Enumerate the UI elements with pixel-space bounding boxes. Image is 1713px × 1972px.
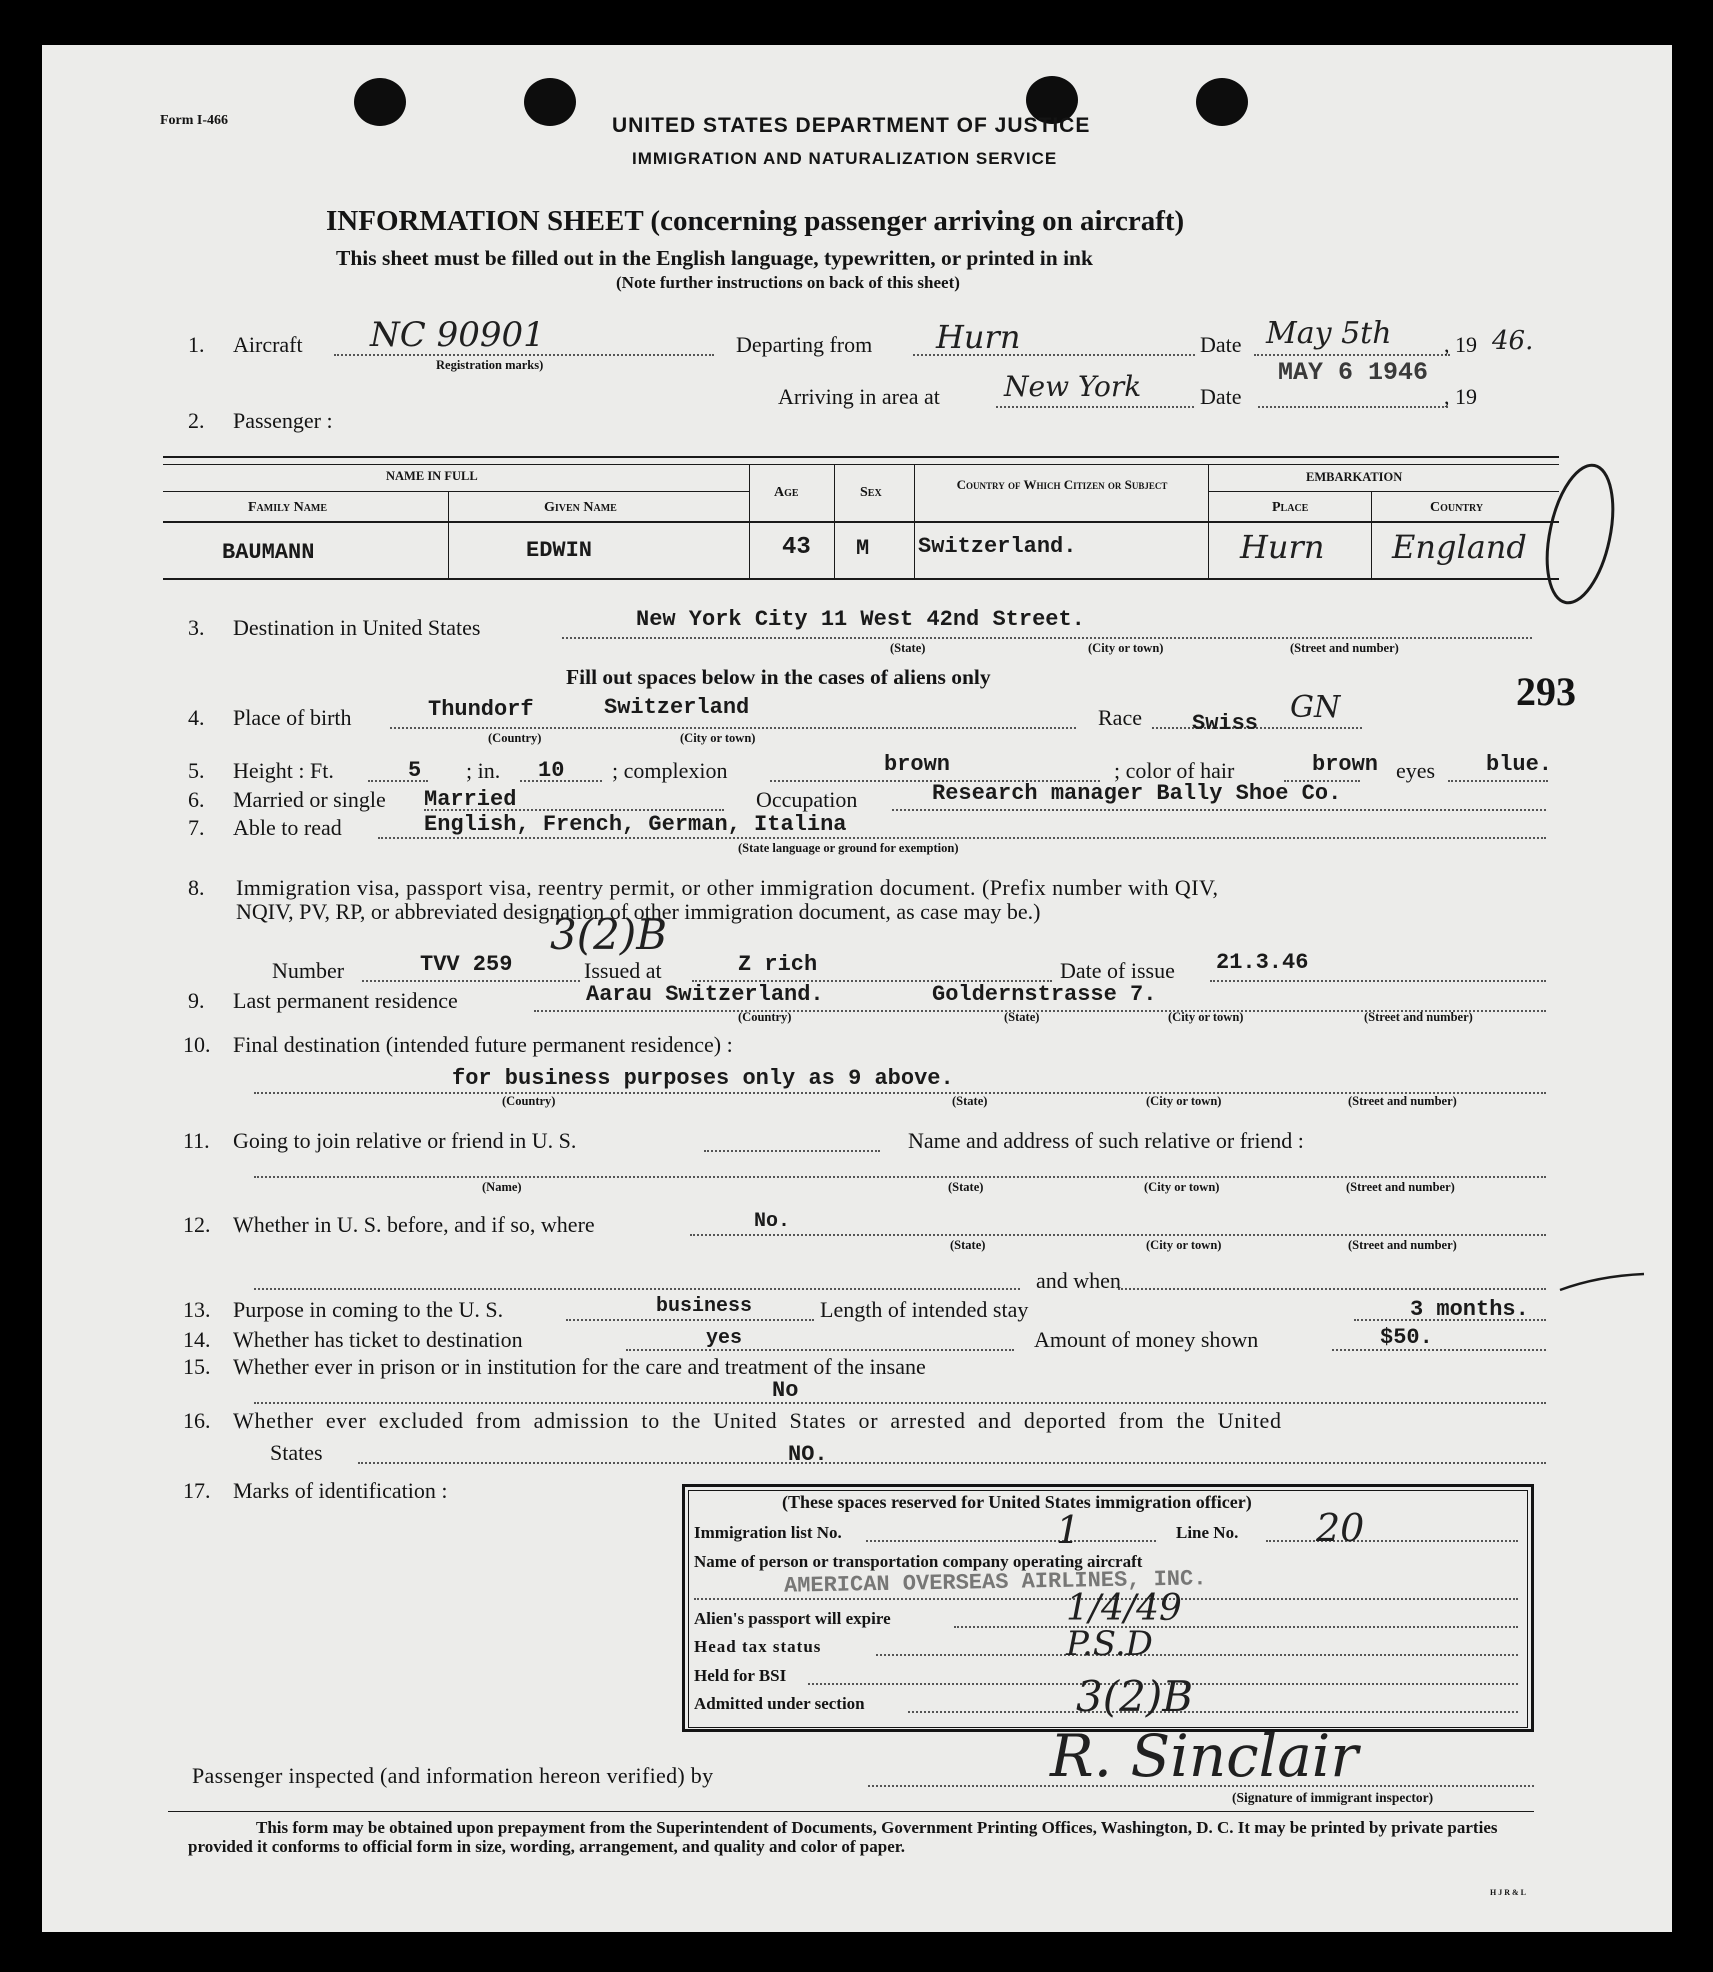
aircraft-value: NC 90901 xyxy=(370,315,545,355)
form-number: Form I-466 xyxy=(160,113,229,128)
inches-label: ; in. xyxy=(466,758,501,783)
embarkation-place-value: Hurn xyxy=(1240,528,1325,566)
prison-value: No xyxy=(772,1378,799,1403)
table-rule xyxy=(749,464,750,578)
punch-hole xyxy=(524,78,576,126)
aliens-only-header: Fill out spaces below in the cases of aliens only xyxy=(566,665,991,689)
table-rule xyxy=(163,578,1559,580)
pen-stroke xyxy=(1558,1270,1648,1294)
marital-label: Married or single xyxy=(233,787,386,812)
complexion-value: brown xyxy=(884,752,951,777)
relative-address-label: Name and address of such relative or friend : xyxy=(908,1128,1304,1153)
eyes-value: blue. xyxy=(1486,752,1553,777)
final-destination-value: for business purposes only as 9 above. xyxy=(452,1066,954,1091)
ticket-value: yes xyxy=(706,1327,743,1350)
purpose-label: Purpose in coming to the U. S. xyxy=(233,1297,504,1322)
departing-label: Departing from xyxy=(736,332,873,357)
year-value: 46. xyxy=(1492,326,1534,356)
passport-expire-value: 1/4/49 xyxy=(1066,1588,1182,1629)
form-note: (Note further instructions on back of this sheet) xyxy=(616,273,960,292)
birthplace-value-1: Thundorf xyxy=(428,697,534,722)
given-name-value: EDWIN xyxy=(526,538,593,563)
head-tax-value: P.S.D xyxy=(1066,1624,1153,1664)
place-header: Place xyxy=(1272,500,1309,515)
emb-country-header: Country xyxy=(1430,500,1484,515)
previous-us-value: No. xyxy=(754,1210,791,1233)
money-underline xyxy=(1332,1349,1546,1351)
line-number-underline xyxy=(1266,1540,1518,1542)
list-number-label: Immigration list No. xyxy=(694,1523,842,1542)
received-stamp: MAY 6 1946 xyxy=(1278,358,1429,387)
ticket-underline xyxy=(626,1349,1014,1351)
previous-us-underline-2 xyxy=(254,1288,1020,1290)
birthplace-caption-city: (City or town) xyxy=(680,731,756,745)
form-title: INFORMATION SHEET (concerning passenger arriving on aircraft) xyxy=(326,205,1185,237)
relative-caption-name: (Name) xyxy=(482,1180,522,1194)
relative-caption-state: (State) xyxy=(948,1180,984,1194)
eyes-label: eyes xyxy=(1396,758,1436,783)
embarkation-country-value: England xyxy=(1392,528,1527,566)
inspected-label: Passenger inspected (and information hereon verified) by xyxy=(192,1763,714,1788)
previous-us-caption-street: (Street and number) xyxy=(1348,1238,1457,1252)
officer-box-header: (These spaces reserved for United States immigration officer) xyxy=(782,1492,1252,1512)
issued-at-value: Z rich xyxy=(738,952,818,977)
field-number: 8. xyxy=(188,875,205,900)
excluded-value: NO. xyxy=(788,1442,828,1467)
date-of-issue-value: 21.3.46 xyxy=(1216,950,1309,975)
previous-us-underline xyxy=(690,1234,1546,1236)
country-citizen-header: Country of Which Citizen or Subject xyxy=(956,477,1168,492)
table-rule xyxy=(1208,464,1209,578)
prison-underline xyxy=(254,1402,1546,1404)
destination-label: Destination in United States xyxy=(233,615,481,640)
destination-caption-street: (Street and number) xyxy=(1290,641,1399,655)
document-handwritten: 3(2)B xyxy=(550,910,668,959)
hair-label: ; color of hair xyxy=(1114,758,1235,783)
occupation-underline xyxy=(892,809,1546,811)
race-value: Swiss xyxy=(1192,711,1259,736)
field-number: 9. xyxy=(188,988,205,1013)
last-residence-caption-city: (City or town) xyxy=(1168,1010,1244,1024)
birthplace-caption-country: (Country) xyxy=(488,731,542,745)
admitted-section-underline xyxy=(908,1711,1518,1713)
year-prefix: , 19 xyxy=(1444,332,1477,357)
printer-mark: H J R & L xyxy=(1490,1888,1526,1897)
eyes-underline xyxy=(1448,780,1548,782)
field-number: 15. xyxy=(183,1354,211,1379)
table-rule xyxy=(163,491,749,492)
company-stamp: AMERICAN OVERSEAS AIRLINES, INC. xyxy=(783,1566,1207,1599)
purpose-underline xyxy=(566,1319,814,1321)
field-number: 3. xyxy=(188,615,205,640)
page-number: 293 xyxy=(1516,669,1576,714)
final-destination-caption-state: (State) xyxy=(952,1094,988,1108)
arriving-label: Arriving in area at xyxy=(778,384,940,409)
given-name-header: Given Name xyxy=(544,500,617,515)
destination-value: New York City 11 West 42nd Street. xyxy=(636,607,1085,632)
field-number: 14. xyxy=(183,1327,211,1352)
document-number-label: Number xyxy=(272,958,345,983)
immigration-document-label-2: NQIV, PV, RP, or abbreviated designation of other immigration document, as case may be.) xyxy=(236,899,1041,924)
line-number-label: Line No. xyxy=(1176,1523,1239,1542)
join-relative-underline xyxy=(704,1150,880,1152)
excluded-underline xyxy=(358,1462,1546,1464)
final-destination-caption-country: (Country) xyxy=(502,1094,556,1108)
and-when-underline xyxy=(1118,1288,1546,1290)
ticket-label: Whether has ticket to destination xyxy=(233,1327,523,1352)
last-residence-label: Last permanent residence xyxy=(233,988,458,1013)
stay-value: 3 months. xyxy=(1410,1297,1529,1322)
footer-rule xyxy=(168,1811,1534,1812)
admitted-section-value: 3(2)B xyxy=(1076,1672,1194,1721)
age-header: Age xyxy=(774,485,799,500)
inspector-signature: R. Sinclair xyxy=(1050,1722,1359,1790)
punch-hole xyxy=(354,78,406,126)
destination-caption-state: (State) xyxy=(890,641,926,655)
passport-expire-underline xyxy=(954,1626,1518,1628)
field-number: 13. xyxy=(183,1297,211,1322)
race-handwritten: GN xyxy=(1290,690,1341,725)
agency-name: UNITED STATES DEPARTMENT OF JUSTICE xyxy=(612,114,1091,137)
previous-us-caption-city: (City or town) xyxy=(1146,1238,1222,1252)
table-rule xyxy=(163,464,1559,465)
destination-underline xyxy=(562,637,1532,639)
previous-us-caption-state: (State) xyxy=(950,1238,986,1252)
field-number: 17. xyxy=(183,1478,211,1503)
purpose-value: business xyxy=(656,1295,753,1318)
footer-text: This form may be obtained upon prepayment from the Superintendent of Documents, Government Printing Offices, Washington, D. C. It may be printed by private parties provided it conforms to official form in size, wording, arrangement, and quality and color of paper. xyxy=(188,1818,1498,1856)
passport-expire-label: Alien's passport will expire xyxy=(694,1609,891,1628)
issued-at-label: Issued at xyxy=(584,958,662,983)
circle-mark xyxy=(1536,462,1626,612)
sex-value: M xyxy=(856,536,870,561)
previous-us-label: Whether in U. S. before, and if so, where xyxy=(233,1212,595,1237)
relative-address-underline xyxy=(254,1176,1546,1178)
field-number: 7. xyxy=(188,815,205,840)
table-rule xyxy=(448,491,449,578)
field-number: 6. xyxy=(188,787,205,812)
birthplace-label: Place of birth xyxy=(233,705,352,730)
field-number: 10. xyxy=(183,1032,211,1057)
line-number-value: 20 xyxy=(1316,1506,1365,1550)
prison-label: Whether ever in prison or in institution for the care and treatment of the insane xyxy=(233,1354,926,1379)
last-residence-value-1: Aarau Switzerland. xyxy=(586,982,824,1007)
last-residence-value-2: Goldernstrasse 7. xyxy=(932,982,1157,1007)
arriving-value: New York xyxy=(1004,370,1142,403)
bsi-label: Held for BSI xyxy=(694,1666,787,1685)
date-value: May 5th xyxy=(1266,316,1392,351)
field-number: 12. xyxy=(183,1212,211,1237)
table-rule xyxy=(914,464,915,578)
table-rule xyxy=(834,464,835,578)
marital-value: Married xyxy=(424,787,517,812)
passenger-label: Passenger : xyxy=(233,408,333,433)
field-number: 11. xyxy=(183,1128,210,1153)
name-in-full-header: NAME IN FULL xyxy=(386,469,478,483)
money-label: Amount of money shown xyxy=(1034,1327,1259,1352)
complexion-label: ; complexion xyxy=(612,758,728,783)
head-tax-underline xyxy=(876,1654,1518,1656)
join-relative-label: Going to join relative or friend in U. S. xyxy=(233,1128,577,1153)
table-rule xyxy=(1371,491,1372,578)
aircraft-label: Aircraft xyxy=(233,332,303,357)
identification-marks-label: Marks of identification : xyxy=(233,1478,448,1503)
occupation-label: Occupation xyxy=(756,787,858,812)
able-to-read-label: Able to read xyxy=(233,815,342,840)
height-inches-value: 10 xyxy=(538,758,565,783)
service-name: IMMIGRATION AND NATURALIZATION SERVICE xyxy=(632,149,1058,168)
able-to-read-underline xyxy=(378,837,1546,839)
date-of-issue-label: Date of issue xyxy=(1060,958,1175,983)
document-number-underline xyxy=(362,980,580,982)
age-value: 43 xyxy=(782,534,811,561)
field-number: 4. xyxy=(188,705,205,730)
table-rule xyxy=(1208,491,1559,492)
family-name-value: BAUMANN xyxy=(222,540,315,565)
head-tax-label: Head tax status xyxy=(694,1637,822,1656)
field-number: 1. xyxy=(188,332,205,357)
family-name-header: Family Name xyxy=(248,500,328,515)
stay-label: Length of intended stay xyxy=(820,1297,1029,1322)
relative-caption-city: (City or town) xyxy=(1144,1180,1220,1194)
departing-value: Hurn xyxy=(936,318,1021,356)
form-subtitle: This sheet must be filled out in the English language, typewritten, or printed in ink xyxy=(336,246,1093,270)
sex-header: Sex xyxy=(860,485,882,500)
aircraft-caption: Registration marks) xyxy=(436,358,544,372)
birthplace-value-2: Switzerland xyxy=(604,695,750,720)
last-residence-caption-state: (State) xyxy=(1004,1010,1040,1024)
table-rule xyxy=(163,456,1559,458)
and-when-label: and when xyxy=(1036,1268,1121,1293)
date2-underline xyxy=(1258,406,1448,408)
embarkation-header: EMBARKATION xyxy=(1306,470,1403,484)
date-underline xyxy=(1254,354,1450,356)
hair-value: brown xyxy=(1312,752,1379,777)
signature-caption: (Signature of immigrant inspector) xyxy=(1232,1790,1434,1805)
date2-label: Date xyxy=(1200,384,1242,409)
final-destination-caption-city: (City or town) xyxy=(1146,1094,1222,1108)
able-to-read-caption: (State language or ground for exemption) xyxy=(738,841,959,855)
excluded-label-2: States xyxy=(270,1440,323,1465)
last-residence-caption-street: (Street and number) xyxy=(1364,1010,1473,1024)
field-number: 2. xyxy=(188,408,205,433)
money-value: $50. xyxy=(1380,1325,1433,1350)
company-label: Name of person or transportation company operating aircraft xyxy=(694,1552,1143,1571)
destination-caption-city: (City or town) xyxy=(1088,641,1164,655)
punch-hole xyxy=(1196,78,1248,126)
relative-caption-street: (Street and number) xyxy=(1346,1180,1455,1194)
table-rule xyxy=(163,521,1559,523)
height-label: Height : Ft. xyxy=(233,758,334,783)
immigration-document-label: Immigration visa, passport visa, reentry permit, or other immigration document. (Prefix number with QIV, xyxy=(236,875,1219,900)
list-number-value: 1 xyxy=(1056,1508,1081,1552)
able-to-read-value: English, French, German, Italina xyxy=(424,812,847,837)
date-label: Date xyxy=(1200,332,1242,357)
list-number-underline xyxy=(866,1540,1156,1542)
last-residence-caption-country: (Country) xyxy=(738,1010,792,1024)
document-number-value: TVV 259 xyxy=(420,952,513,977)
field-number: 16. xyxy=(183,1408,211,1433)
occupation-value: Research manager Bally Shoe Co. xyxy=(932,781,1342,806)
excluded-label: Whether ever excluded from admission to the United States or arrested and deported from the United xyxy=(233,1408,1282,1433)
admitted-section-label: Admitted under section xyxy=(694,1694,865,1713)
date2-year: , 19 xyxy=(1444,384,1477,409)
race-label: Race xyxy=(1098,705,1142,730)
field-number: 5. xyxy=(188,758,205,783)
final-destination-label: Final destination (intended future permanent residence) : xyxy=(233,1032,733,1057)
height-feet-value: 5 xyxy=(408,758,422,783)
arriving-underline xyxy=(996,406,1194,408)
birthplace-underline xyxy=(390,727,1076,729)
date-of-issue-underline xyxy=(1210,980,1546,982)
citizen-value: Switzerland. xyxy=(918,534,1077,559)
final-destination-caption-street: (Street and number) xyxy=(1348,1094,1457,1108)
